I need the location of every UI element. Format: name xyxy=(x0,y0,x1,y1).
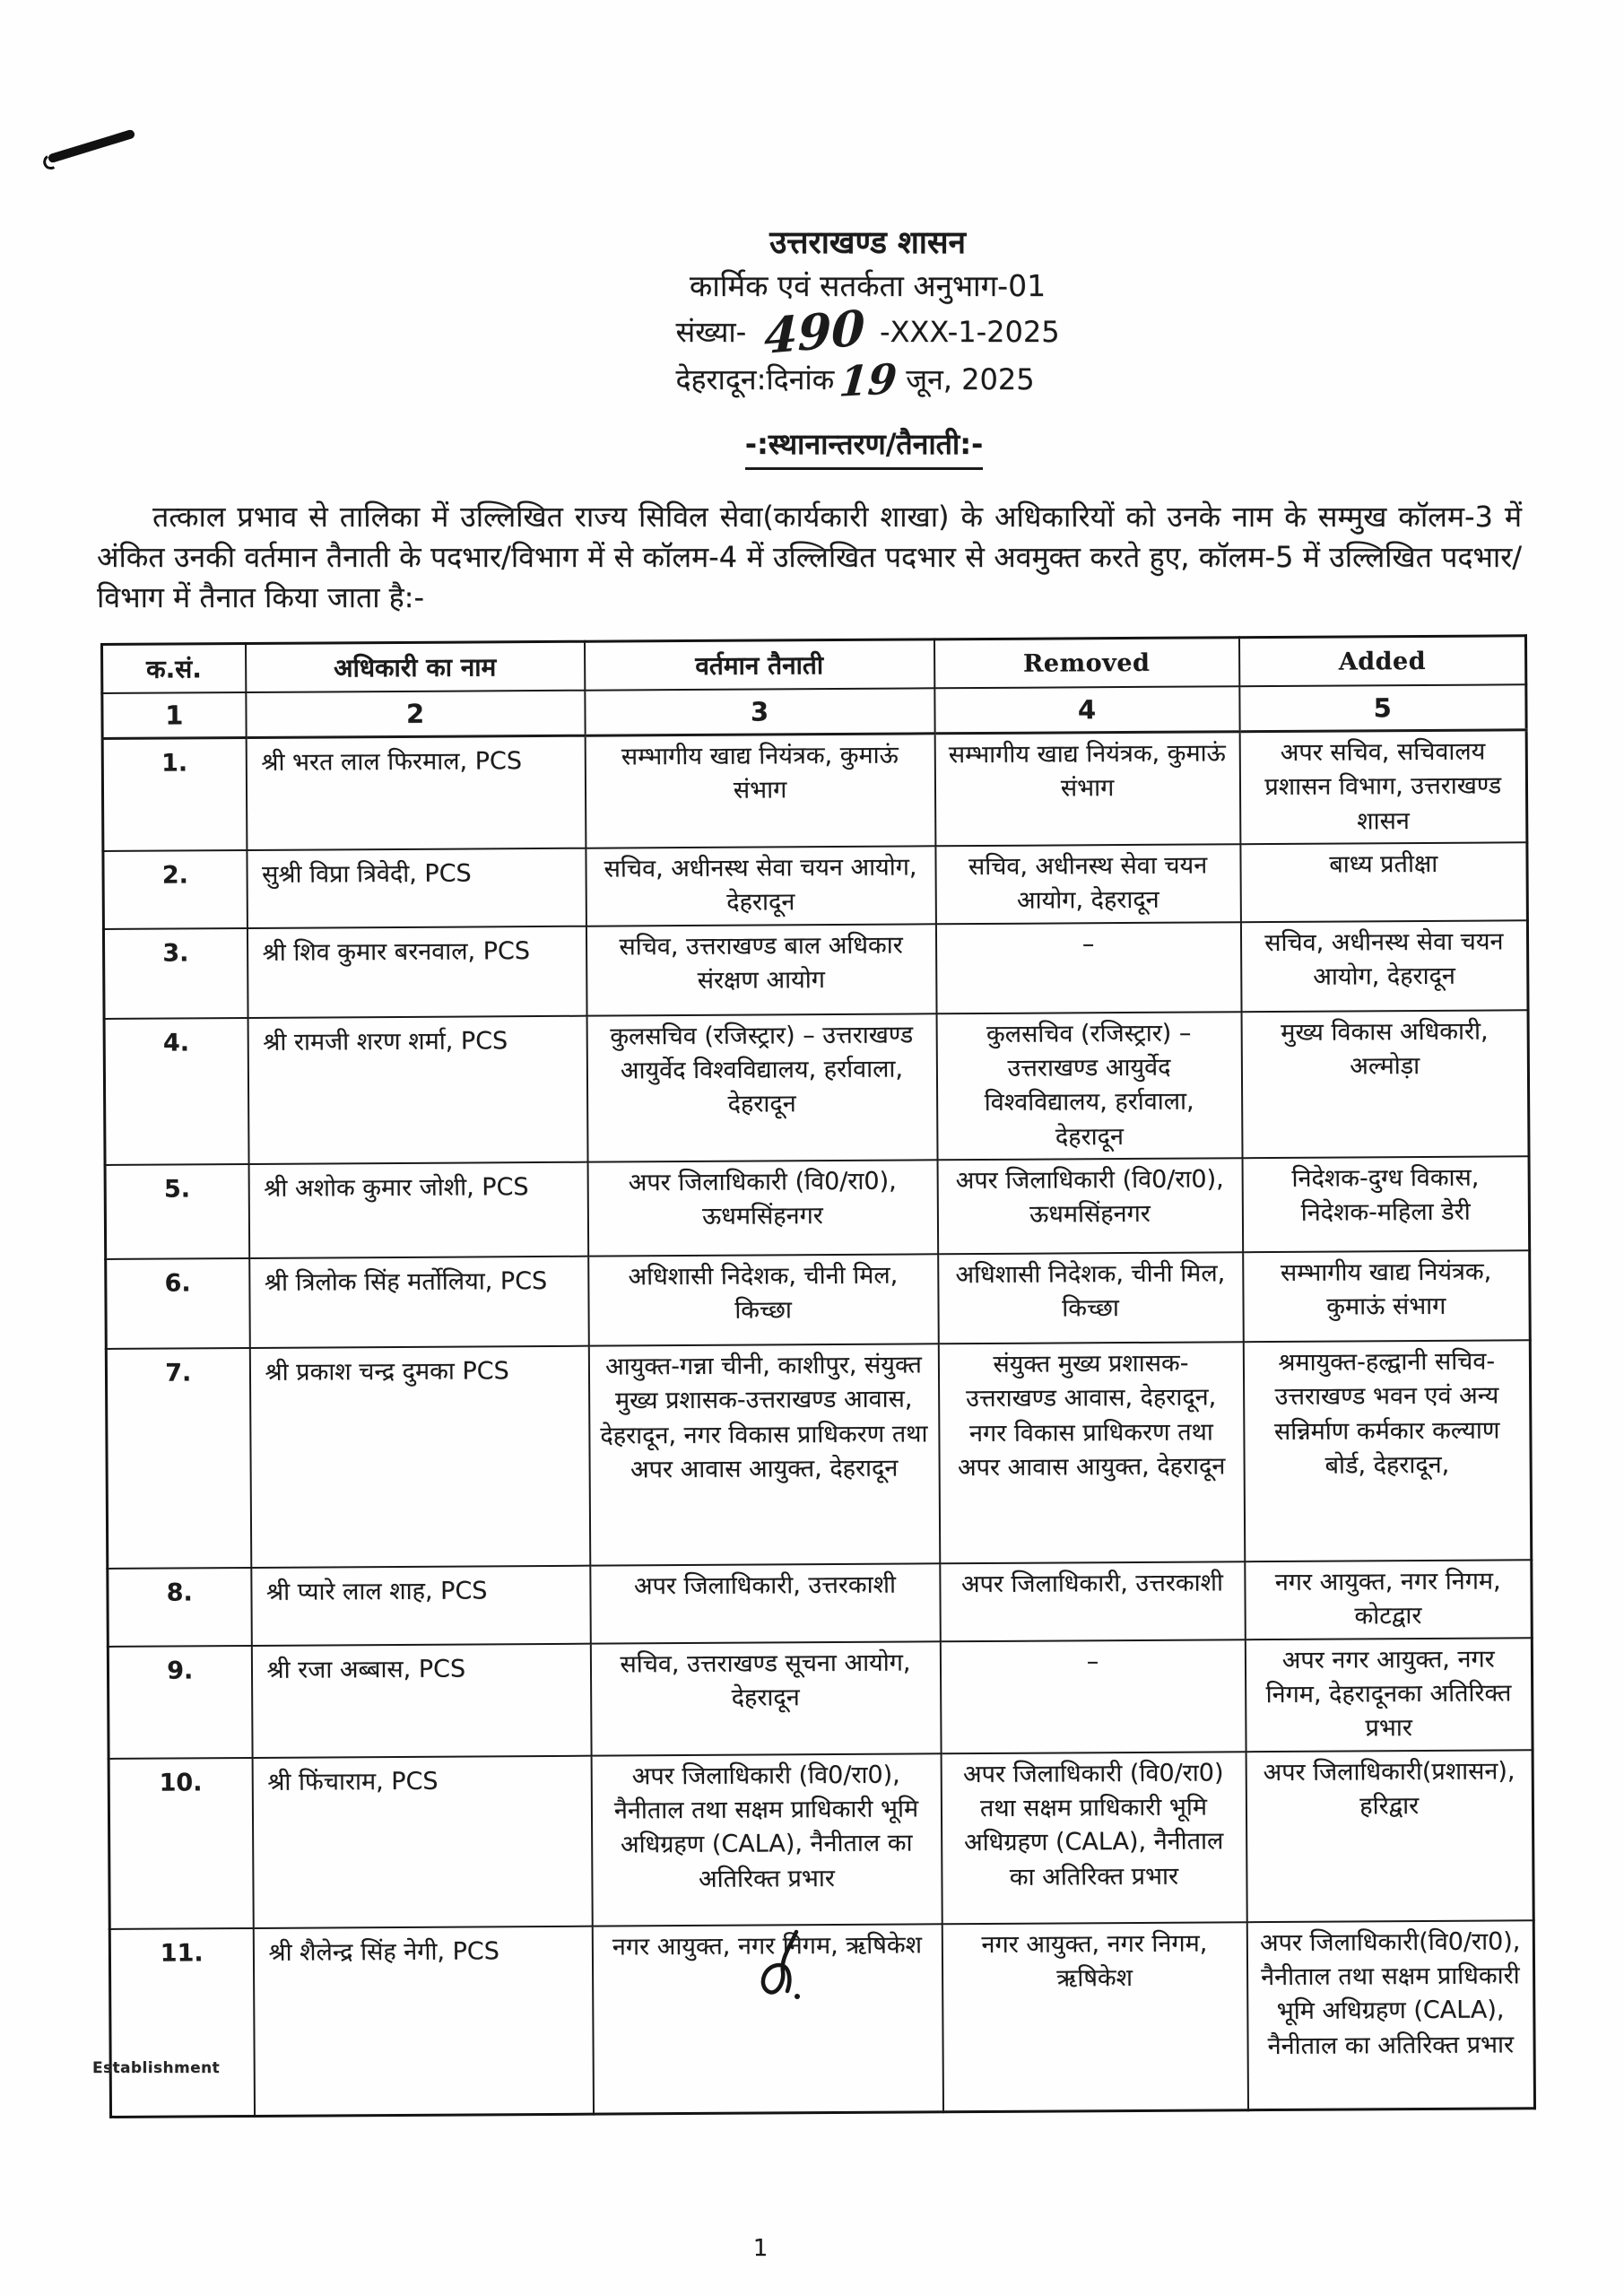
signature-mark xyxy=(750,1919,821,2013)
handwritten-date: 19 xyxy=(837,353,899,406)
row-serial: 7. xyxy=(106,1348,250,1569)
added-posting: अपर नगर आयुक्त, नगर निगम, देहरादूनका अतिरिक्त प्रभार xyxy=(1245,1638,1533,1752)
government-name: उत्तराखण्ड शासन xyxy=(769,225,966,261)
added-posting: अपर सचिव, सचिवालय प्रशासन विभाग, उत्तराखण्ड शासन xyxy=(1239,729,1527,843)
officer-name: श्री शैलेन्द्र सिंह नेगी, PCS xyxy=(253,1926,593,2116)
handwritten-letter-number: 490 xyxy=(763,298,866,365)
added-posting: सचिव, अधीनस्थ सेवा चयन आयोग, देहरादून xyxy=(1240,920,1528,1012)
place-date-suffix: जून, 2025 xyxy=(906,361,1035,396)
header-current-posting: वर्तमान तैनाती xyxy=(584,639,934,690)
table-row xyxy=(102,729,1527,850)
officer-name: श्री त्रिलोक सिंह मर्तोलिया, PCS xyxy=(249,1256,589,1347)
column-number-2: 2 xyxy=(246,690,585,737)
current-posting: कुलसचिव (रजिस्ट्रार) – उत्तराखण्ड आयुर्वेद विश्वविद्यालय, हर्रावाला, देहरादून xyxy=(586,1013,937,1162)
column-number-1: 1 xyxy=(102,692,246,738)
current-posting: सचिव, उत्तराखण्ड बाल अधिकार संरक्षण आयोग xyxy=(586,924,936,1015)
table-row xyxy=(108,1560,1532,1646)
current-posting: आयुक्त-गन्ना चीनी, काशीपुर, संयुक्त मुख्य प्रशासक-उत्तराखण्ड आवास, देहरादून, नगर विकास प्राधिकरण तथा अपर आवास आयुक्त, देहरादून xyxy=(588,1344,939,1565)
current-posting: अपर जिलाधिकारी, उत्तरकाशी xyxy=(590,1563,941,1643)
added-posting: अपर जिलाधिकारी(वि0/रा0), नैनीताल तथा सक्षम प्राधिकारी भूमि अधिग्रहण (CALA), नैनीताल का अतिरिक्त प्रभार xyxy=(1246,1919,1534,2109)
table-row xyxy=(105,1156,1530,1259)
table-row xyxy=(109,1750,1533,1929)
transfer-table-body xyxy=(102,729,1534,2117)
officer-name: श्री रजा अब्बास, PCS xyxy=(251,1643,591,1757)
removed-posting: – xyxy=(935,922,1241,1013)
officer-name: श्री शिव कुमार बरनवाल, PCS xyxy=(247,926,586,1017)
officer-name: श्री प्यारे लाल शाह, PCS xyxy=(251,1565,591,1645)
table-row xyxy=(104,1010,1529,1165)
signature-squiggle xyxy=(750,1919,821,2009)
department-section-line: कार्मिक एवं सतर्कता अनुभाग-01 xyxy=(689,267,1046,303)
table-row xyxy=(103,920,1528,1019)
intro-paragraph: तत्काल प्रभाव से तालिका में उल्लिखित राज्य सिविल सेवा(कार्यकारी शाखा) के अधिकारियों को उनके नाम के सम्मुख कॉलम-3 में अंकित उनकी वर्तमान तैनाती के पदभार/विभाग में से कॉलम-4 में उल्लिखित पदभार से अवमुक्त करते हुए, कॉलम-5 में उल्लिखित पदभार/विभाग में तैनात किया जाता है:- xyxy=(97,499,1522,614)
row-serial: 5. xyxy=(105,1164,249,1259)
table-row xyxy=(106,1340,1531,1569)
added-posting: नगर आयुक्त, नगर निगम, कोटद्वार xyxy=(1245,1560,1533,1639)
added-posting: मुख्य विकास अधिकारी, अल्मोड़ा xyxy=(1241,1010,1529,1158)
removed-posting: अपर जिलाधिकारी (वि0/रा0), ऊधमसिंहनगर xyxy=(937,1158,1243,1254)
added-posting: श्रमायुक्त-हल्द्वानी सचिव-उत्तराखण्ड भवन एवं अन्य सन्निर्माण कर्मकार कल्याण बोर्ड, देहरादून, xyxy=(1243,1340,1531,1561)
officer-name: श्री प्रकाश चन्द्र दुमका PCS xyxy=(249,1345,589,1567)
header-removed: Removed xyxy=(934,637,1238,688)
row-serial: 3. xyxy=(103,927,248,1018)
table-row xyxy=(108,1638,1533,1759)
added-posting: बाध्य प्रतीक्षा xyxy=(1240,842,1528,922)
officer-name: श्री अशोक कुमार जोशी, PCS xyxy=(248,1161,588,1257)
place-date-label: देहरादून:दिनांक xyxy=(675,361,835,396)
current-posting: अधिशासी निदेशक, चीनी मिल, किच्छा xyxy=(588,1254,939,1345)
header-officer-name: अधिकारी का नाम xyxy=(246,641,585,692)
removed-posting: सचिव, अधीनस्थ सेवा चयन आयोग, देहरादून xyxy=(935,844,1241,924)
officer-name: सुश्री विप्रा त्रिवेदी, PCS xyxy=(247,848,586,927)
column-number-row xyxy=(102,684,1526,738)
row-serial: 4. xyxy=(104,1017,248,1164)
row-serial: 1. xyxy=(102,737,247,850)
row-serial: 10. xyxy=(109,1757,253,1928)
removed-posting: अधिशासी निदेशक, चीनी मिल, किच्छा xyxy=(938,1252,1244,1344)
current-posting: सम्भागीय खाद्य नियंत्रक, कुमाऊं संभाग xyxy=(585,733,935,848)
establishment-label: Establishment xyxy=(92,2059,221,2077)
officer-name: श्री भरत लाल फिरमाल, PCS xyxy=(246,735,586,850)
column-number-3: 3 xyxy=(585,688,934,735)
row-serial: 8. xyxy=(108,1568,252,1647)
table-row xyxy=(103,842,1527,928)
letter-number-suffix: -XXX-1-2025 xyxy=(879,314,1060,349)
added-posting: सम्भागीय खाद्य नियंत्रक, कुमाऊं संभाग xyxy=(1243,1250,1531,1342)
removed-posting: कुलसचिव (रजिस्ट्रार) – उत्तराखण्ड आयुर्वेद विश्वविद्यालय, हर्रावाला, देहरादून xyxy=(936,1012,1242,1160)
table-header-row xyxy=(102,635,1526,692)
removed-posting: नगर आयुक्त, नगर निगम, ऋषिकेश xyxy=(942,1921,1247,2111)
removed-posting: अपर जिलाधिकारी, उत्तरकाशी xyxy=(940,1561,1246,1641)
column-number-5: 5 xyxy=(1239,684,1526,731)
added-posting: निदेशक-दुग्ध विकास, निदेशक-महिला डेरी xyxy=(1242,1156,1530,1252)
pen-stroke-mark xyxy=(48,129,136,164)
current-posting: सचिव, अधीनस्थ सेवा चयन आयोग, देहरादून xyxy=(586,846,936,926)
removed-posting: अपर जिलाधिकारी (वि0/रा0) तथा सक्षम प्राधिकारी भूमि अधिग्रहण (CALA), नैनीताल का अतिरिक्त प्रभार xyxy=(941,1751,1246,1923)
officer-name: श्री फिंचाराम, PCS xyxy=(252,1755,592,1927)
row-serial: 6. xyxy=(106,1258,250,1349)
header-serial: क.सं. xyxy=(102,643,246,692)
removed-posting: सम्भागीय खाद्य नियंत्रक, कुमाऊं संभाग xyxy=(934,731,1240,846)
row-serial: 9. xyxy=(108,1645,252,1758)
added-posting: अपर जिलाधिकारी(प्रशासन), हरिद्वार xyxy=(1246,1750,1533,1922)
subject-line: -:स्थानान्तरण/तैनाती:- xyxy=(745,424,984,470)
current-posting: सचिव, उत्तराखण्ड सूचना आयोग, देहरादून xyxy=(590,1641,941,1755)
letter-number-line xyxy=(675,298,1060,365)
officer-name: श्री रामजी शरण शर्मा, PCS xyxy=(248,1015,587,1164)
transfer-table xyxy=(100,634,1536,2118)
page-number: 1 xyxy=(752,2235,769,2262)
header-added: Added xyxy=(1238,635,1525,685)
table-row xyxy=(109,1919,1534,2117)
letter-number-label: संख्या- xyxy=(675,314,747,349)
current-posting: अपर जिलाधिकारी (वि0/रा0), नैनीताल तथा सक्षम प्राधिकारी भूमि अधिग्रहण (CALA), नैनीताल का अतिरिक्त प्रभार xyxy=(591,1753,942,1926)
current-posting: नगर आयुक्त, नगर निगम, ऋषिकेश xyxy=(592,1924,942,2114)
removed-posting: संयुक्त मुख्य प्रशासक- उत्तराखण्ड आवास, देहरादून, नगर विकास प्राधिकरण तथा अपर आवास आयुक्त, देहरादून xyxy=(938,1342,1244,1563)
row-serial: 2. xyxy=(103,850,248,929)
row-serial: 11. xyxy=(109,1927,254,2117)
column-number-4: 4 xyxy=(934,686,1239,734)
current-posting: अपर जिलाधिकारी (वि0/रा0), ऊधमसिंहनगर xyxy=(587,1160,938,1256)
table-row xyxy=(106,1250,1531,1349)
place-date-line xyxy=(675,353,1059,406)
document-header xyxy=(675,0,1060,406)
removed-posting: – xyxy=(940,1639,1246,1752)
